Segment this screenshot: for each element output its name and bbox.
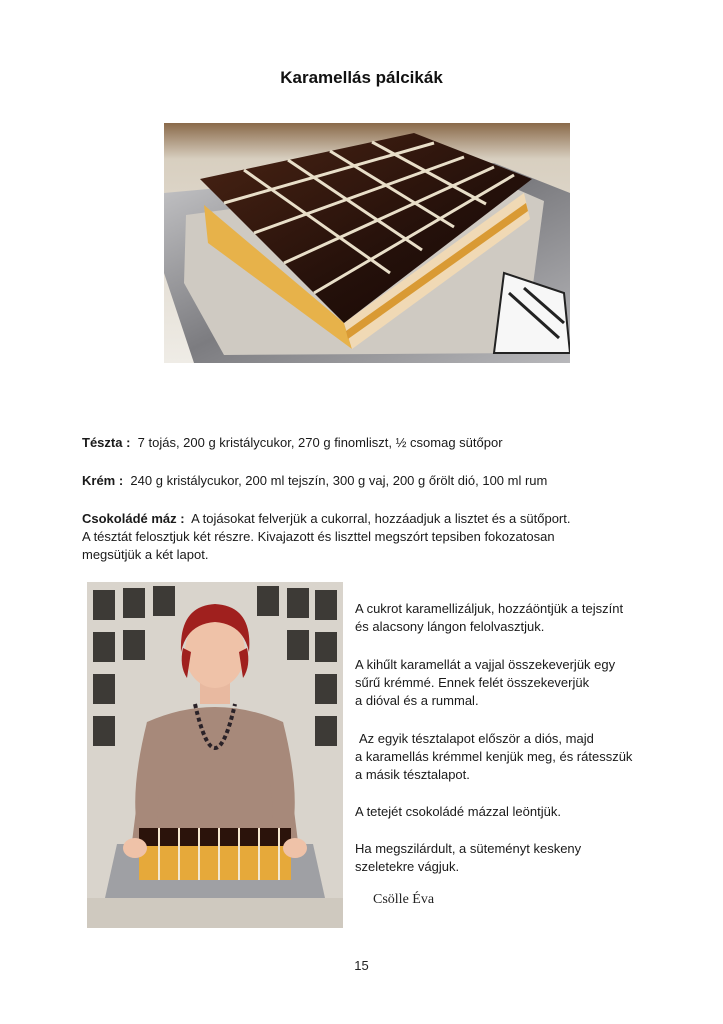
cake-photo <box>164 123 570 363</box>
author-photo <box>87 582 343 928</box>
step-5-line-1: Ha megszilárdult, a süteményt keskeny <box>355 841 582 856</box>
page-number: 15 <box>354 958 369 973</box>
step-3-line-2: a karamellás krémmel kenjük meg, és rátesszük <box>355 749 633 764</box>
chocolate-label: Csokoládé máz : <box>82 511 185 526</box>
dough-label: Tészta : <box>82 435 131 450</box>
step-2-line-1: A kihűlt karamellát a vajjal összekeverjük egy <box>355 657 616 672</box>
step-5-line-2: szeletekre vágjuk. <box>355 859 460 874</box>
step-1 <box>355 600 675 636</box>
step-4-line-1: A tetejét csokoládé mázzal leöntjük. <box>355 804 561 819</box>
ingredients-chocolate <box>82 510 652 564</box>
step-1-line-2: és alacsony lángon felolvasztjuk. <box>355 619 545 634</box>
ingredients-cream <box>82 472 652 490</box>
chocolate-line-3: megsütjük a két lapot. <box>82 547 209 562</box>
step-2-line-3: a dióval és a rummal. <box>355 693 479 708</box>
step-3-line-1: Az egyik tésztalapot először a diós, majd <box>359 731 594 746</box>
cream-text: 240 g kristálycukor, 200 ml tejszín, 300 g vaj, 200 g őrölt dió, 100 ml rum <box>130 473 548 488</box>
dough-text: 7 tojás, 200 g kristálycukor, 270 g finomliszt, ½ csomag sütőpor <box>137 435 503 450</box>
cake-illustration <box>164 123 570 363</box>
step-2 <box>355 656 675 710</box>
step-5 <box>355 840 675 876</box>
step-4 <box>355 803 675 821</box>
step-1-line-1: A cukrot karamellizáljuk, hozzáöntjük a tejszínt <box>355 601 624 616</box>
recipe-title: Karamellás pálcikák <box>280 68 443 87</box>
step-2-line-2: sűrű krémmé. Ennek felét összekeverjük <box>355 675 590 690</box>
author-name: Csölle Éva <box>373 892 435 907</box>
ingredients-dough <box>82 434 652 452</box>
step-3 <box>355 730 675 784</box>
chocolate-line-2: A tésztát felosztjuk két részre. Kivajazott és liszttel megszórt tepsiben fokozatosan <box>82 529 555 544</box>
step-3-line-3: a másik tésztalapot. <box>355 767 470 782</box>
chocolate-line-1: A tojásokat felverjük a cukorral, hozzáadjuk a lisztet és a sütőport. <box>191 511 571 526</box>
cream-label: Krém : <box>82 473 124 488</box>
author-illustration <box>87 582 343 928</box>
